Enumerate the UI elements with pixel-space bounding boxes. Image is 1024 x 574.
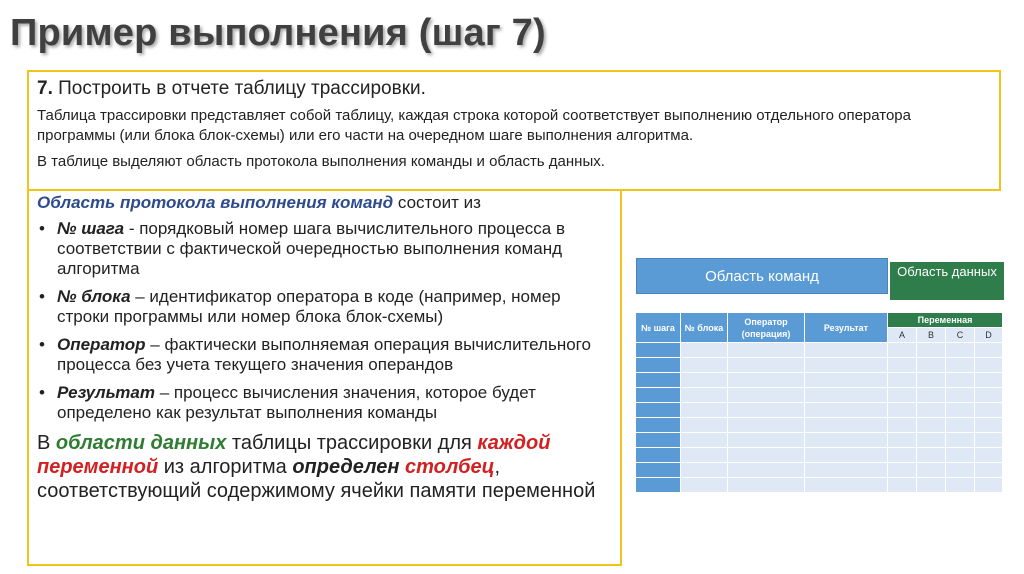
- table-cell: [888, 343, 917, 358]
- table-cell: [946, 433, 975, 448]
- table-row: [636, 433, 1003, 448]
- table-cell: [975, 388, 1003, 403]
- table-cell: [888, 403, 917, 418]
- table-cell: [888, 373, 917, 388]
- table-cell: [681, 388, 728, 403]
- table-cell: [946, 358, 975, 373]
- table-cell: [805, 343, 888, 358]
- table-row: [636, 448, 1003, 463]
- step-cell: [636, 343, 681, 358]
- step-cell: [636, 448, 681, 463]
- table-cell: [917, 373, 946, 388]
- table-cell: [805, 448, 888, 463]
- step-cell: [636, 403, 681, 418]
- trace-table-body: [636, 343, 1003, 493]
- header-variables: Переменная: [888, 313, 1003, 328]
- table-cell: [917, 478, 946, 493]
- table-cell: [805, 418, 888, 433]
- step-cell: [636, 463, 681, 478]
- table-cell: [681, 343, 728, 358]
- final-part: В: [37, 432, 56, 454]
- final-part: столбец: [405, 456, 495, 478]
- table-cell: [975, 448, 1003, 463]
- table-cell: [728, 463, 805, 478]
- step-cell: [636, 388, 681, 403]
- table-cell: [888, 463, 917, 478]
- table-cell: [728, 448, 805, 463]
- table-cell: [728, 388, 805, 403]
- table-row: [636, 478, 1003, 493]
- table-row: [636, 388, 1003, 403]
- table-cell: [681, 478, 728, 493]
- table-cell: [975, 373, 1003, 388]
- intro-line: [37, 193, 612, 213]
- table-cell: [888, 433, 917, 448]
- trace-table: [635, 312, 1003, 493]
- header-var-d: D: [975, 328, 1003, 343]
- table-cell: [946, 448, 975, 463]
- table-cell: [728, 403, 805, 418]
- step-number: 7.: [37, 78, 53, 99]
- table-cell: [681, 463, 728, 478]
- step-description-box: [27, 70, 1001, 191]
- table-cell: [728, 433, 805, 448]
- table-cell: [946, 388, 975, 403]
- table-cell: [917, 433, 946, 448]
- table-cell: [805, 373, 888, 388]
- header-result: Результат: [805, 313, 888, 343]
- final-part: , соответствующий содержимому ячейки памяти переменной: [37, 456, 596, 502]
- table-row: [636, 403, 1003, 418]
- list-item: [37, 219, 612, 279]
- command-area-label: Область команд: [636, 258, 888, 294]
- table-cell: [975, 403, 1003, 418]
- item-term: Оператор: [57, 335, 146, 354]
- table-cell: [681, 358, 728, 373]
- table-cell: [917, 448, 946, 463]
- step-heading: [37, 78, 991, 100]
- item-text: – идентификатор оператора в коде (например, номер строки программы или номер блока блок-схемы): [57, 287, 561, 326]
- item-term: Результат: [57, 383, 155, 402]
- table-cell: [975, 463, 1003, 478]
- table-row: [636, 343, 1003, 358]
- table-cell: [728, 418, 805, 433]
- item-term: № шага: [57, 219, 125, 238]
- table-cell: [917, 343, 946, 358]
- table-cell: [805, 463, 888, 478]
- areas-paragraph: В таблице выделяют область протокола выполнения команды и область данных.: [37, 153, 605, 170]
- table-cell: [917, 358, 946, 373]
- table-cell: [946, 478, 975, 493]
- step-cell: [636, 358, 681, 373]
- table-cell: [888, 478, 917, 493]
- final-part: из алгоритма: [158, 456, 293, 478]
- table-cell: [681, 448, 728, 463]
- header-var-a: A: [888, 328, 917, 343]
- table-cell: [805, 403, 888, 418]
- table-cell: [975, 358, 1003, 373]
- item-text: – процесс вычисления значения, которое будет определено как результат выполнения команды: [57, 383, 536, 422]
- table-cell: [917, 388, 946, 403]
- definition-list: [37, 219, 612, 423]
- header-var-c: C: [946, 328, 975, 343]
- table-cell: [946, 343, 975, 358]
- table-cell: [681, 373, 728, 388]
- table-cell: [888, 358, 917, 373]
- header-operator: Оператор (операция): [728, 313, 805, 343]
- data-area-label: Область данных: [890, 262, 1004, 300]
- table-cell: [805, 433, 888, 448]
- header-step: № шага: [636, 313, 681, 343]
- item-term: № блока: [57, 287, 131, 306]
- table-cell: [946, 403, 975, 418]
- table-cell: [805, 358, 888, 373]
- list-item: [37, 335, 612, 375]
- table-cell: [975, 418, 1003, 433]
- intro-rest: состоит из: [393, 193, 481, 212]
- table-cell: [975, 478, 1003, 493]
- table-cell: [805, 478, 888, 493]
- definition-paragraph: Таблица трассировки представляет собой таблицу, каждая строка которой соответствует выполнению отдельного оператора программы (или блока блок-схемы) или его части на очередном шаге выполнения алгоритма.: [37, 107, 911, 144]
- table-row: [636, 373, 1003, 388]
- intro-bold: Область протокола выполнения команд: [37, 193, 394, 212]
- table-cell: [946, 418, 975, 433]
- table-cell: [946, 373, 975, 388]
- table-cell: [917, 463, 946, 478]
- item-text: - порядковый номер шага вычислительного процесса в соответствии с фактической очередностью выполнения команд алгоритма: [57, 219, 566, 278]
- table-cell: [728, 478, 805, 493]
- table-row: [636, 418, 1003, 433]
- step-cell: [636, 433, 681, 448]
- table-cell: [975, 433, 1003, 448]
- table-cell: [681, 418, 728, 433]
- step-cell: [636, 373, 681, 388]
- table-cell: [888, 388, 917, 403]
- item-text: – фактически выполняемая операция вычислительного процесса без учета текущего значения операндов: [57, 335, 591, 374]
- list-item: [37, 287, 612, 327]
- table-cell: [975, 343, 1003, 358]
- header-block: № блока: [681, 313, 728, 343]
- table-row: [636, 463, 1003, 478]
- table-cell: [681, 433, 728, 448]
- table-cell: [946, 463, 975, 478]
- list-item: [37, 383, 612, 423]
- table-cell: [805, 388, 888, 403]
- step-text: Построить в отчете таблицу трассировки.: [58, 78, 426, 99]
- step-cell: [636, 418, 681, 433]
- table-cell: [681, 403, 728, 418]
- table-cell: [917, 403, 946, 418]
- table-cell: [728, 358, 805, 373]
- table-cell: [888, 418, 917, 433]
- explanation-box: [27, 189, 622, 566]
- final-part: определен: [292, 456, 400, 478]
- final-part: области данных: [55, 432, 227, 454]
- table-cell: [888, 448, 917, 463]
- data-area-statement: [37, 431, 612, 503]
- final-part: каждой переменной: [37, 432, 551, 478]
- step-cell: [636, 478, 681, 493]
- table-row: [636, 358, 1003, 373]
- table-cell: [728, 343, 805, 358]
- page-title: Пример выполнения (шаг 7): [10, 12, 546, 54]
- final-part: таблицы трассировки для: [226, 432, 478, 454]
- table-cell: [917, 418, 946, 433]
- header-var-b: B: [917, 328, 946, 343]
- table-cell: [728, 373, 805, 388]
